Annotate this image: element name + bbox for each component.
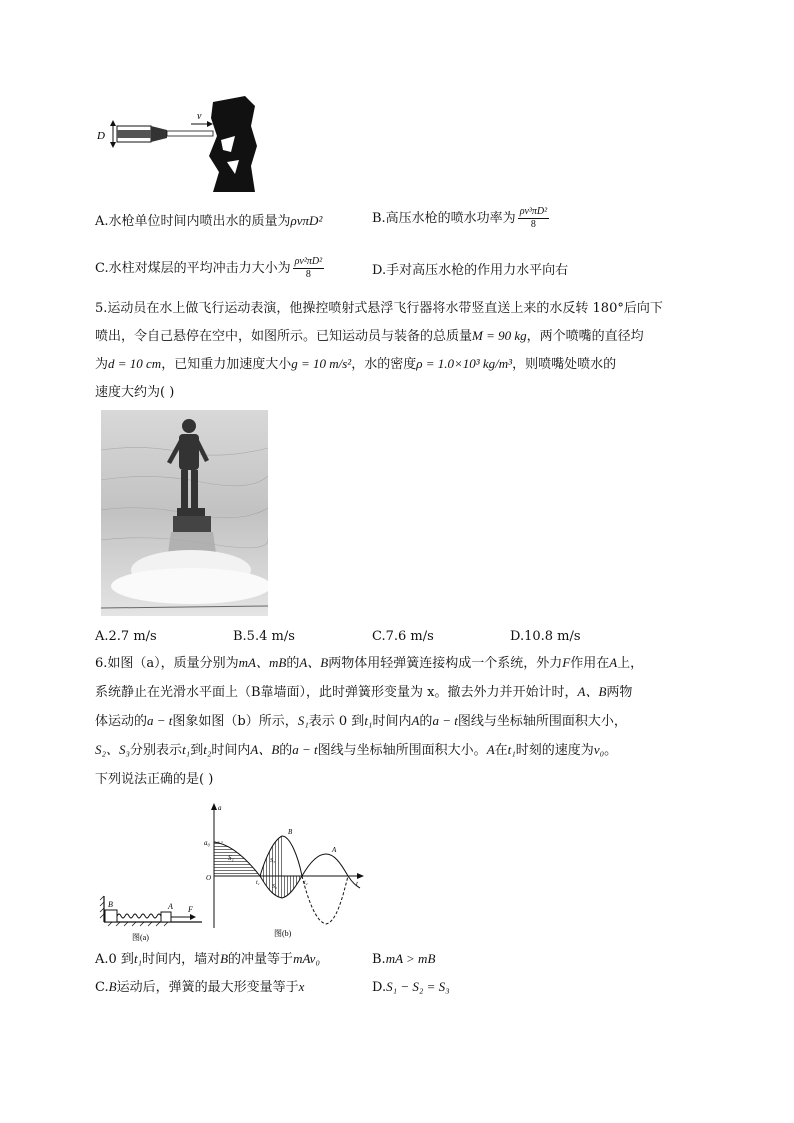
figure-b-caption: 图(b) bbox=[274, 929, 292, 938]
q4-option-b[interactable] bbox=[372, 206, 551, 231]
q6-line-1: 6.如图（a），质量分别为mA、mB的A、B两物体用轻弹簧连接构成一个系统，外力F作用在A上， bbox=[95, 655, 644, 671]
curve-b-label: B bbox=[288, 828, 293, 836]
q6-line-2: 系统静止在光滑水平面上（B靠墙面），此时弹簧形变量为 x。撤去外力并开始计时，A、B两物 bbox=[95, 684, 633, 700]
q4-option-b-text: B.高压水枪的喷水功率为 bbox=[372, 211, 516, 226]
q5-option-d[interactable]: D.10.8 m/s bbox=[510, 629, 581, 644]
label-v: v bbox=[197, 111, 202, 122]
q6-option-c[interactable]: C.B运动后，弹簧的最大形变量等于x bbox=[95, 979, 305, 995]
q4-option-d-text: D.手对高压水枪的作用力水平向右 bbox=[372, 263, 569, 278]
q5-line-4: 速度大约为( ) bbox=[95, 385, 175, 400]
figure-a-caption: 图(a) bbox=[132, 933, 149, 942]
q4-option-c-fraction: $\frac{\text{ρv²πD²}}{8}$ bbox=[294, 256, 323, 280]
label-d: D bbox=[97, 130, 105, 142]
q4-option-a-text: A.水枪单位时间内喷出水的质量为 bbox=[95, 214, 291, 229]
q6-line-4: S₂、S₃分别表示t₁到t₂时间内A、B的a − t图线与坐标轴所围面积大小。A在t₁时刻的速度为v₀。 bbox=[95, 742, 618, 758]
origin-label: O bbox=[206, 874, 212, 882]
axis-a-label: a bbox=[218, 804, 222, 812]
a-t-graph-figure bbox=[202, 800, 368, 938]
area-s2 bbox=[260, 876, 302, 898]
s3-label: S₃ bbox=[270, 858, 276, 864]
q5-line-1: 5.运动员在水上做飞行运动表演，他操控喷射式悬浮飞行器将水带竖直送上来的水反转 180°后向下 bbox=[95, 301, 663, 316]
q4-option-c[interactable] bbox=[95, 256, 326, 281]
s2-label: S₂ bbox=[272, 884, 278, 890]
block-a-label: A bbox=[168, 902, 173, 911]
q4-option-a-formula: ρvπD² bbox=[290, 213, 323, 228]
q5-line-2: 喷出，令自己悬停在空中，如图所示。已知运动员与装备的总质量M = 90 kg，两个喷嘴的直径均 bbox=[95, 328, 644, 344]
t1-label: t₁ bbox=[256, 880, 260, 886]
q5-option-a[interactable]: A.2.7 m/s bbox=[95, 629, 157, 644]
spring-coil bbox=[117, 914, 161, 918]
q5-option-b[interactable]: B.5.4 m/s bbox=[233, 629, 295, 644]
q6-option-a[interactable]: A.0 到t₁时间内，墙对B的冲量等于mAv₀ bbox=[95, 951, 320, 967]
q6-option-b[interactable]: B.mA > mB bbox=[372, 951, 436, 967]
area-s1 bbox=[214, 842, 260, 876]
q4-option-b-fraction: $\frac{\text{ρv³πD²}}{8}$ bbox=[519, 206, 548, 230]
axis-t-label: t bbox=[356, 880, 358, 888]
q4-option-a[interactable] bbox=[95, 212, 322, 231]
water-gun-figure bbox=[95, 92, 265, 196]
q5-line-3: 为d = 10 cm，已知重力加速度大小g = 10 m/s²，水的密度ρ = 1.0×10³ kg/m³，则喷嘴处喷水的 bbox=[95, 356, 617, 372]
t2-label: t₂ bbox=[304, 880, 308, 886]
q6-line-5: 下列说法正确的是( ) bbox=[95, 772, 214, 787]
q4-option-c-text: C.水柱对煤层的平均冲击力大小为 bbox=[95, 261, 291, 276]
spring-system-figure bbox=[98, 890, 208, 946]
q4-option-d[interactable] bbox=[372, 262, 568, 280]
block-b-label: B bbox=[108, 900, 113, 909]
q6-option-d[interactable]: D.S₁ − S₂ = S₃ bbox=[372, 979, 450, 995]
force-f-label: F bbox=[188, 905, 193, 914]
flyboard-photo bbox=[101, 410, 268, 616]
q5-option-c[interactable]: C.7.6 m/s bbox=[372, 629, 434, 644]
curve-a-label: A bbox=[332, 846, 337, 854]
area-s3 bbox=[260, 836, 282, 876]
q6-line-3: 体运动的a − t图象如图（b）所示，S₁表示 0 到t₁时间内A的a − t图线与坐标轴所围面积大小， bbox=[95, 713, 627, 729]
s1-label: S₁ bbox=[228, 854, 234, 862]
a0-label: a₀ bbox=[204, 839, 210, 847]
